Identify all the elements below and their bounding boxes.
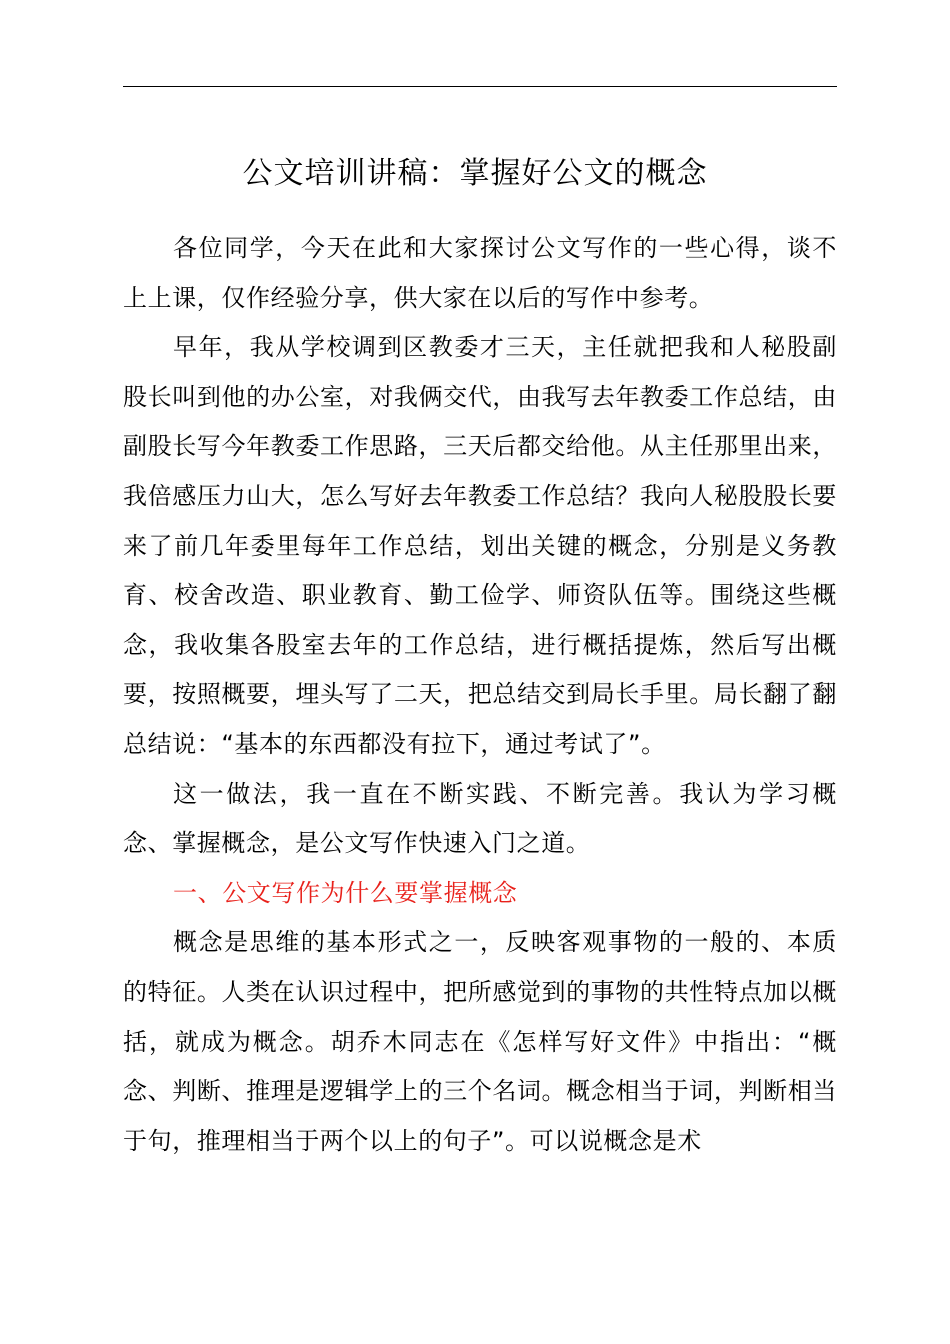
document-body xyxy=(123,224,837,1166)
page-title: 公文培训讲稿：掌握好公文的概念 xyxy=(242,156,708,191)
paragraph-conclusion: 这一做法，我一直在不断实践、不断完善。我认为学习概念、掌握概念，是公文写作快速入门之道。 xyxy=(123,779,837,858)
section-heading: 一、公文写作为什么要掌握概念 xyxy=(173,878,518,907)
paragraph-intro: 各位同学，今天在此和大家探讨公文写作的一些心得，谈不上上课，仅作经验分享，供大家在以后的写作中参考。 xyxy=(123,234,837,312)
paragraph-story: 早年，我从学校调到区教委才三天，主任就把我和人秘股副股长叫到他的办公室，对我俩交代，由我写去年教委工作总结，由副股长写今年教委工作思路，三天后都交给他。从主任那里出来，我倍感压力山大，怎么写好去年教委工作总结？我向人秘股股长要来了前几年委里每年工作总结，划出关键的概念，分别是义务教育、校舍改造、职业教育、勤工俭学、师资队伍等。围绕这些概念，我收集各股室去年的工作总结，进行概括提炼，然后写出概要，按照概要，埋头写了二天，把总结交到局长手里。局长翻了翻总结说：“基本的东西都没有拉下，通过考试了”。 xyxy=(123,333,837,758)
paragraph-section: 概念是思维的基本形式之一，反映客观事物的一般的、本质的特征。人类在认识过程中，把所感觉到的事物的共性特点加以概括，就成为概念。胡乔木同志在《怎样写好文件》中指出：“概念、判断、推理是逻辑学上的三个名词。概念相当于词，判断相当于句，推理相当于两个以上的句子”。可以说概念是术 xyxy=(123,928,837,1155)
header-rule xyxy=(123,86,837,87)
